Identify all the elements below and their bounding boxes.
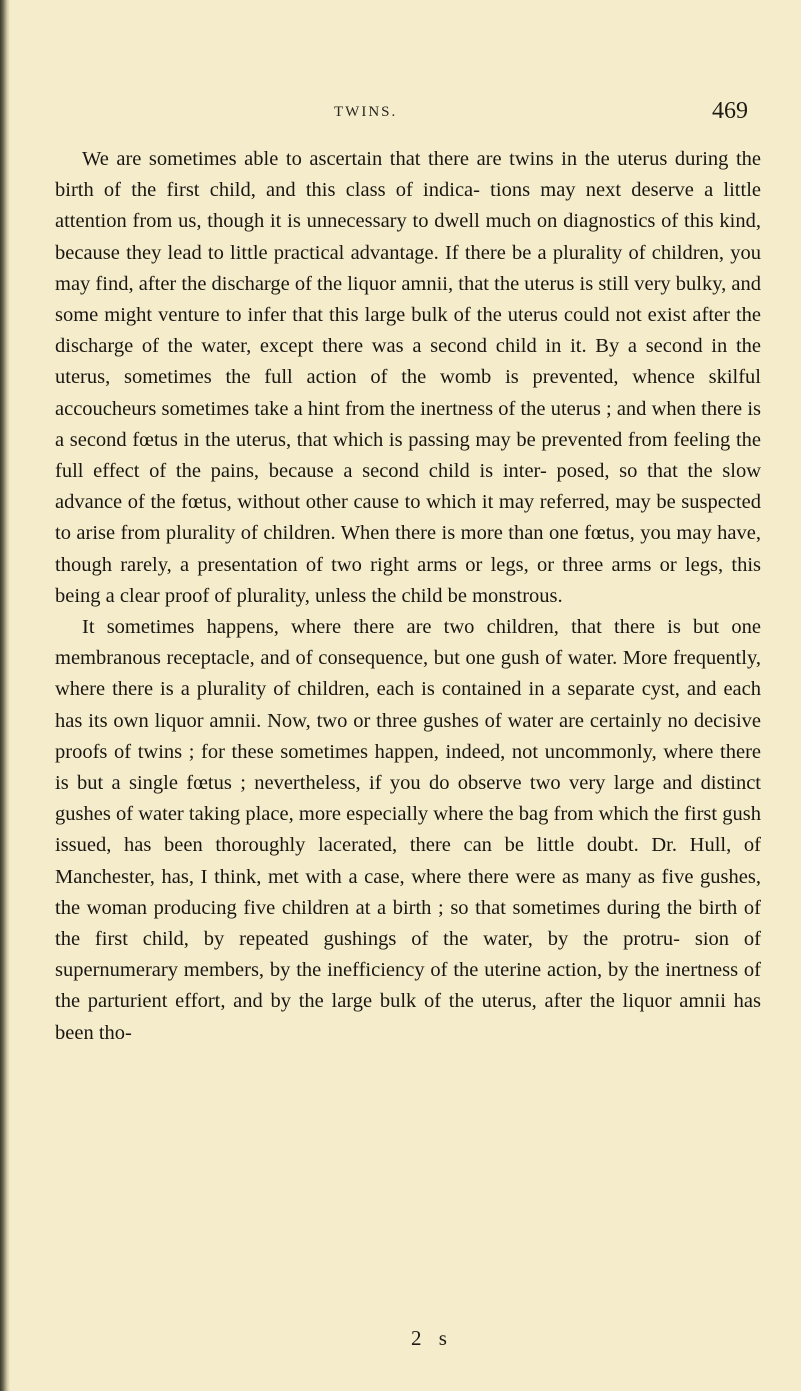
body-text — [55, 144, 761, 1049]
paragraph-1: We are sometimes able to ascertain that there are twins in the uterus during the birth of the first child, and this class of indica- tions may next deserve a little attention from us, though it is unnecessary to dwell much on diagnostics of this kind, because they lead to little practical advantage. If there be a plurality of children, you may find, after the discharge of the liquor amnii, that the uterus is still very bulky, and some might venture to infer that this large bulk of the uterus could not exist after the discharge of the water, except there was a second child in it. By a second in the uterus, sometimes the full action of the womb is prevented, whence skilful accoucheurs sometimes take a hint from the inertness of the uterus ; and when there is a second fœtus in the uterus, that which is passing may be prevented from feeling the full effect of the pains, because a second child is inter- posed, so that the slow advance of the fœtus, without other cause to which it may referred, may be suspected to arise from plurality of children. When there is more than one fœtus, you may have, though rarely, a presentation of two right arms or legs, or three arms or legs, this being a clear proof of plurality, unless the child be monstrous. — [55, 148, 761, 607]
paragraph-2: It sometimes happens, where there are two children, that there is but one membranous receptacle, and of consequence, but one gush of water. More frequently, where there is a plurality of children, each is contained in a separate cyst, and each has its own liquor amnii. Now, two or three gushes of water are certainly no decisive proofs of twins ; for these sometimes happen, indeed, not uncommonly, where there is but a single fœtus ; nevertheless, if you do observe two very large and distinct gushes of water taking place, more especially where the bag from which the first gush issued, has been thoroughly lacerated, there can be little doubt. Dr. Hull, of Manchester, has, I think, met with a case, where there were as many as five gushes, the woman producing five children at a birth ; so that sometimes during the birth of the first child, by repeated gushings of the water, by the protru- sion of supernumerary members, by the inefficiency of the uterine action, by the inertness of the parturient effort, and by the large bulk of the uterus, after the liquor amnii has been tho- — [55, 616, 761, 1044]
running-head: TWINS. — [334, 104, 398, 120]
signature-mark: 2 s — [411, 1326, 453, 1350]
page-number: 469 — [712, 98, 748, 124]
